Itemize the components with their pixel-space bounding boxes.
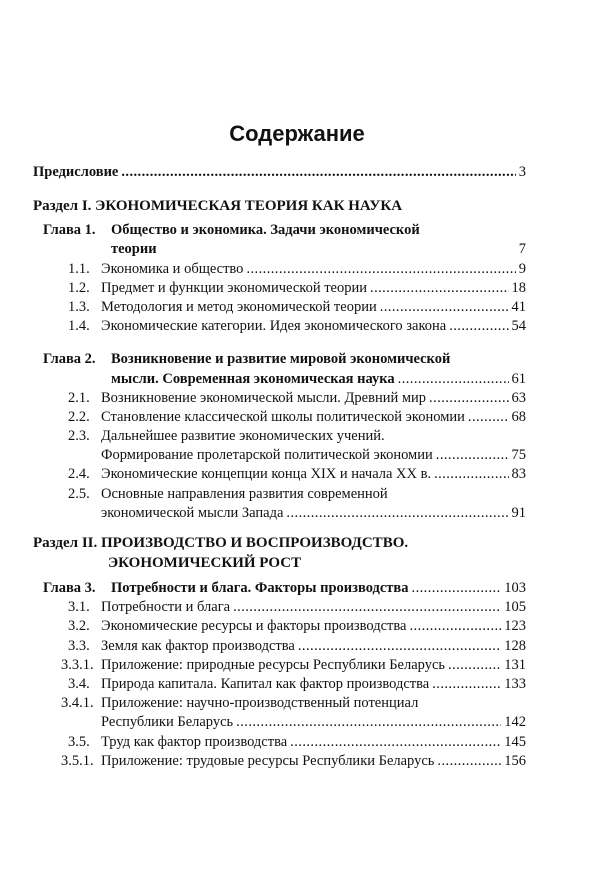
- toc-item-number: 2.2.: [68, 409, 90, 425]
- toc-page-number: 61: [511, 371, 526, 387]
- toc-entry: [101, 504, 526, 522]
- toc-page-number: 18: [511, 280, 526, 296]
- toc-label: Республики Беларусь: [101, 714, 234, 730]
- leader-dots: [409, 617, 501, 635]
- toc-item-number: 3.5.1.: [61, 753, 94, 769]
- toc-label: Потребности и блага. Факторы производства: [111, 580, 409, 596]
- toc-label: Экономические концепции конца XIX и начала XX в.: [101, 466, 432, 482]
- toc-entry: [68, 408, 526, 426]
- toc-item-number: 3.5.: [68, 734, 90, 750]
- leader-dots: [286, 504, 508, 522]
- toc-label: Предисловие: [33, 164, 119, 180]
- toc-label: экономической мысли Запада: [101, 505, 284, 521]
- toc-page-number: 103: [504, 580, 526, 596]
- toc-page-number: 131: [504, 657, 526, 673]
- section-heading-part1: Раздел I. ЭКОНОМИЧЕСКАЯ ТЕОРИЯ КАК НАУКА: [33, 198, 403, 214]
- leader-dots: [380, 298, 509, 316]
- toc-item-number: 3.4.: [68, 676, 90, 692]
- toc-entry: [68, 317, 526, 335]
- toc-page-number: 7: [518, 241, 526, 257]
- leader-dots: [432, 675, 501, 693]
- toc-entry: [61, 752, 526, 770]
- toc-page-number: 68: [511, 409, 526, 425]
- toc-entry: [61, 656, 526, 674]
- toc-item-number: 2.4.: [68, 466, 90, 482]
- leader-dots: [436, 446, 509, 464]
- toc-label: Экономические ресурсы и факторы производства: [101, 618, 407, 634]
- toc-page-number: 75: [511, 447, 526, 463]
- leader-dots: [437, 752, 501, 770]
- leader-dots: [429, 389, 508, 407]
- toc-label: Формирование пролетарской политической экономии: [101, 447, 433, 463]
- toc-page-number: 41: [511, 299, 526, 315]
- toc-label: Потребности и блага: [101, 599, 231, 615]
- toc-page-number: 128: [504, 638, 526, 654]
- toc-label: Природа капитала. Капитал как фактор производства: [101, 676, 430, 692]
- leader-dots: [233, 598, 501, 616]
- toc-label: Методология и метод экономической теории: [101, 299, 377, 315]
- toc-page-number: 105: [504, 599, 526, 615]
- toc-label: Приложение: научно-производственный потенциал: [101, 695, 419, 711]
- chapter-number: Глава 2.: [43, 351, 96, 367]
- toc-page-number: 133: [504, 676, 526, 692]
- toc-item-number: 1.3.: [68, 299, 90, 315]
- chapter-number: Глава 3.: [43, 580, 96, 596]
- toc-label: Труд как фактор производства: [101, 734, 288, 750]
- page-title: Содержание: [229, 121, 365, 146]
- toc-page-number: 145: [504, 734, 526, 750]
- toc-entry: [68, 637, 526, 655]
- leader-dots: [398, 370, 509, 388]
- toc-page-number: 9: [518, 261, 526, 277]
- toc-entry: [68, 389, 526, 407]
- toc-page-number: 123: [504, 618, 526, 634]
- leader-dots: [434, 465, 508, 483]
- section-heading-part2: Раздел II. ПРОИЗВОДСТВО И ВОСПРОИЗВОДСТВО.: [33, 535, 409, 551]
- toc-entry: [68, 279, 526, 297]
- chapter-title-line1: Общество и экономика. Задачи экономической: [111, 222, 420, 238]
- toc-item-number: 3.4.1.: [61, 695, 94, 711]
- toc-entry: [68, 675, 526, 693]
- toc-entry: [68, 617, 526, 635]
- leader-dots: [448, 656, 501, 674]
- toc-label: Земля как фактор производства: [101, 638, 295, 654]
- toc-entry: [101, 446, 526, 464]
- toc-page-number: 54: [511, 318, 526, 334]
- toc-label: Становление классической школы политической экономии: [101, 409, 465, 425]
- toc-entry: [68, 298, 526, 316]
- leader-dots: [298, 637, 501, 655]
- leader-dots: [236, 713, 501, 731]
- toc-entry: [68, 260, 526, 278]
- toc-page-number: 142: [504, 714, 526, 730]
- toc-label: Экономика и общество: [101, 261, 244, 277]
- toc-entry-chapter3: [43, 579, 526, 597]
- toc-page-number: 3: [518, 164, 526, 180]
- toc-item-number: 1.2.: [68, 280, 90, 296]
- toc-label: Приложение: природные ресурсы Республики Беларусь: [101, 657, 446, 673]
- toc-label: Дальнейшее развитие экономических учений.: [101, 428, 385, 444]
- chapter-number: Глава 1.: [43, 222, 96, 238]
- leader-dots: [290, 733, 501, 751]
- toc-label: Приложение: трудовые ресурсы Республики Беларусь: [101, 753, 435, 769]
- toc-entry-chapter2: [111, 370, 526, 388]
- toc-item-number: 3.2.: [68, 618, 90, 634]
- toc-item-number: 3.3.1.: [61, 657, 94, 673]
- toc-label: Возникновение экономической мысли. Древний мир: [101, 390, 427, 406]
- leader-dots: [246, 260, 515, 278]
- toc-entry-preface: [33, 163, 526, 181]
- leader-dots: [468, 408, 509, 426]
- chapter-title-line1: Возникновение и развитие мировой экономической: [111, 351, 451, 367]
- toc-entry: [101, 713, 526, 731]
- leader-dots: [449, 317, 508, 335]
- leader-dots: [121, 163, 515, 181]
- leader-dots: [412, 579, 502, 597]
- toc-entry-chapter1: [111, 240, 526, 258]
- toc-page-number: 83: [511, 466, 526, 482]
- toc-item-number: 3.1.: [68, 599, 90, 615]
- toc-label: Основные направления развития современной: [101, 486, 388, 502]
- toc-page-number: 63: [511, 390, 526, 406]
- toc-label: Экономические категории. Идея экономического закона: [101, 318, 447, 334]
- toc-item-number: 2.5.: [68, 486, 90, 502]
- toc-item-number: 2.3.: [68, 428, 90, 444]
- toc-label: мысли. Современная экономическая наука: [111, 371, 395, 387]
- toc-item-number: 1.4.: [68, 318, 90, 334]
- toc-entry: [68, 733, 526, 751]
- toc-label: Предмет и функции экономической теории: [101, 280, 368, 296]
- toc-entry: [68, 465, 526, 483]
- leader-dots: [370, 279, 508, 297]
- toc-label: теории: [111, 241, 157, 257]
- toc-entry: [68, 598, 526, 616]
- section-heading-part2-line2: ЭКОНОМИЧЕСКИЙ РОСТ: [108, 555, 302, 571]
- toc-page-number: 156: [504, 753, 526, 769]
- toc-page-number: 91: [511, 505, 526, 521]
- toc-item-number: 1.1.: [68, 261, 90, 277]
- toc-item-number: 2.1.: [68, 390, 90, 406]
- toc-item-number: 3.3.: [68, 638, 90, 654]
